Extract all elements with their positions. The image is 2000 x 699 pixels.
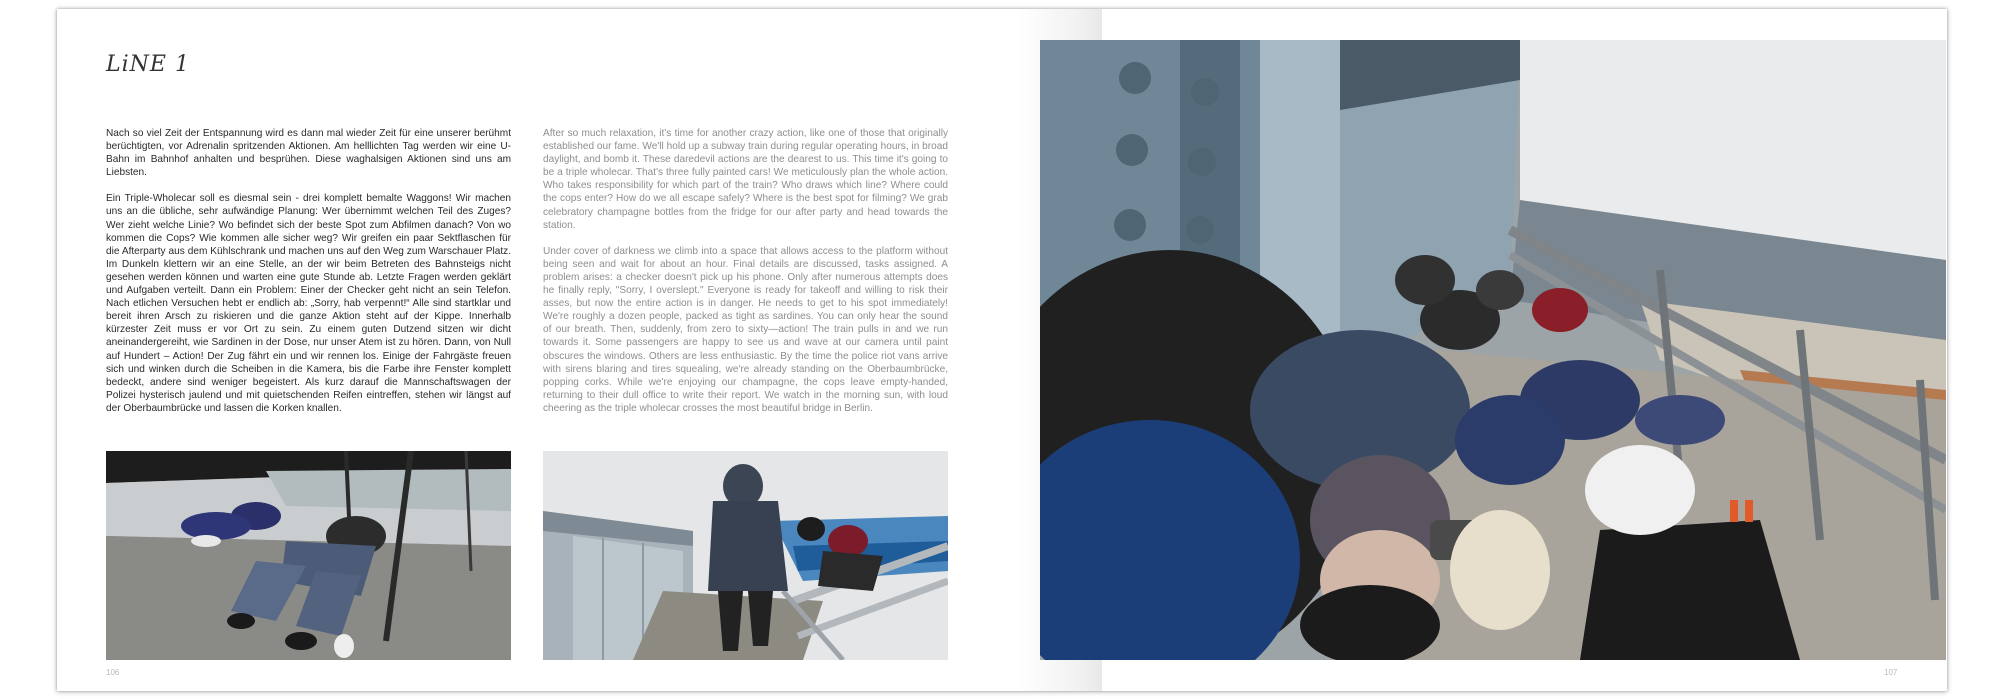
german-text-column — [106, 127, 511, 428]
photo-3-illustration — [1040, 40, 1946, 660]
page-number-left: 106 — [106, 668, 120, 677]
photo-crew-lying-on-platform — [106, 451, 511, 660]
german-paragraph: Ein Triple-Wholecar soll es diesmal sein - drei komplett bemalte Waggons! Wir machen uns an die übliche, sehr aufwändige Planung: Wer übernimmt welchen Teil des Zuges? Wer zieht welche Linie? Wo befindet sich der beste Spot zum Abfilmen danach? Von wo kommen die Cops? Wie kommen alle sicher weg? Wir greifen ein paar Sektflaschen für die Afterparty aus dem Kühlschrank und machen uns auf den Weg zum Warschauer Platz. Im Dunkeln klettern wir an eine Stelle, an der wir beim Betreten des Bahnsteigs nicht gesehen werden können und warten eine gute Stunde ab. Letzte Fragen werden geklärt und Aufgaben verteilt. Dann ein Problem: Einer der Checker geht nicht an sein Telefon. Nach etlichen Versuchen hebt er endlich ab: „Sorry, hab verpennt!“ Alle sind startklar und bereit ihren Arsch zu riskieren und die ganze Aktion steht auf der Kippe. Innerhalb kürzester Zeit muss er vor Ort zu sein. Zu einem guten Dutzend sitzen wir dicht aneinandergereiht, wie Sardinen in der Dose, nur unser Atem ist zu hören. Dann, von Null auf Hundert – Action! Der Zug fährt ein und wir rennen los. Einige der Fahrgäste freuen sich und winken durch die Scheiben in die Kamera, bis die Farbe ihre Fenster komplett bedeckt, andere sind weniger begeistert. Als kurz darauf die Mannschaftswagen der Polizei hysterisch jaulend und mit quietschenden Reifen eintreffen, stehen wir längst auf der Oberbaumbrücke und lassen die Korken knallen. — [106, 193, 511, 414]
english-paragraph: Under cover of darkness we climb into a space that allows access to the platform without being seen and wait for about an hour. Final details are discussed, tasks assigned. A problem arises: a checker doesn't pick up his phone. Only after numerous attempts does he finally reply, "Sorry, I overslept." Everyone is ready for takeoff and willing to risk their asses, but now the entire action is in danger. He needs to get to his spot immediately! We're roughly a dozen people, packed as tight as sardines. You can only hear the sound of our breath. Then, suddenly, from zero to sixty—action! The train pulls in and we run towards it. Some passengers are happy to see us and wave at our camera until paint obscures the windows. Others are less enthusiastic. By the time the police riot vans arrive with sirens blaring and tires squealing, we're already standing on the Oberbaumbrücke, popping corks. While we're enjoying our champagne, the cops leave empty-handed, returning to their dull office to write their report. We watch in the morning sun, with loud cheering as the triple wholecar crosses the most beautiful bridge in Berlin. — [543, 245, 948, 414]
page-number-right: 107 — [1884, 668, 1898, 677]
section-title: LiNE 1 — [106, 52, 190, 77]
english-paragraph: After so much relaxation, it's time for another crazy action, like one of those that originally established our fame. We'll hold up a subway train during regular operating hours, in broad daylight, and bomb it. These daredevil actions are the dearest to us. This time it's going to be a triple wholecar. That's three fully painted cars! We meticulously plan the whole action. Who takes responsibility for which part of the train? Who draws which line? Where could the cops enter? How do we all escape safely? Where is the best spot for filming? We grab celebratory champagne bottles from the fridge for our after party and head towards the station. — [543, 128, 948, 231]
german-paragraph: Nach so viel Zeit der Entspannung wird es dann mal wieder Zeit für eine unserer berühmt berüchtigten, vor Adrenalin spritzenden Aktionen. Am helllichten Tag werden wir eine U-Bahn im Bahnhof anhalten und besprühen. Diese waghalsigen Aktionen sind uns am Liebsten. — [106, 128, 511, 179]
photo-walking-on-bridge — [543, 451, 948, 660]
english-text-column — [543, 127, 948, 428]
photo-1-illustration — [106, 451, 511, 660]
photo-crew-on-bridge-walkway — [1040, 40, 1946, 660]
photo-2-illustration — [543, 451, 948, 660]
